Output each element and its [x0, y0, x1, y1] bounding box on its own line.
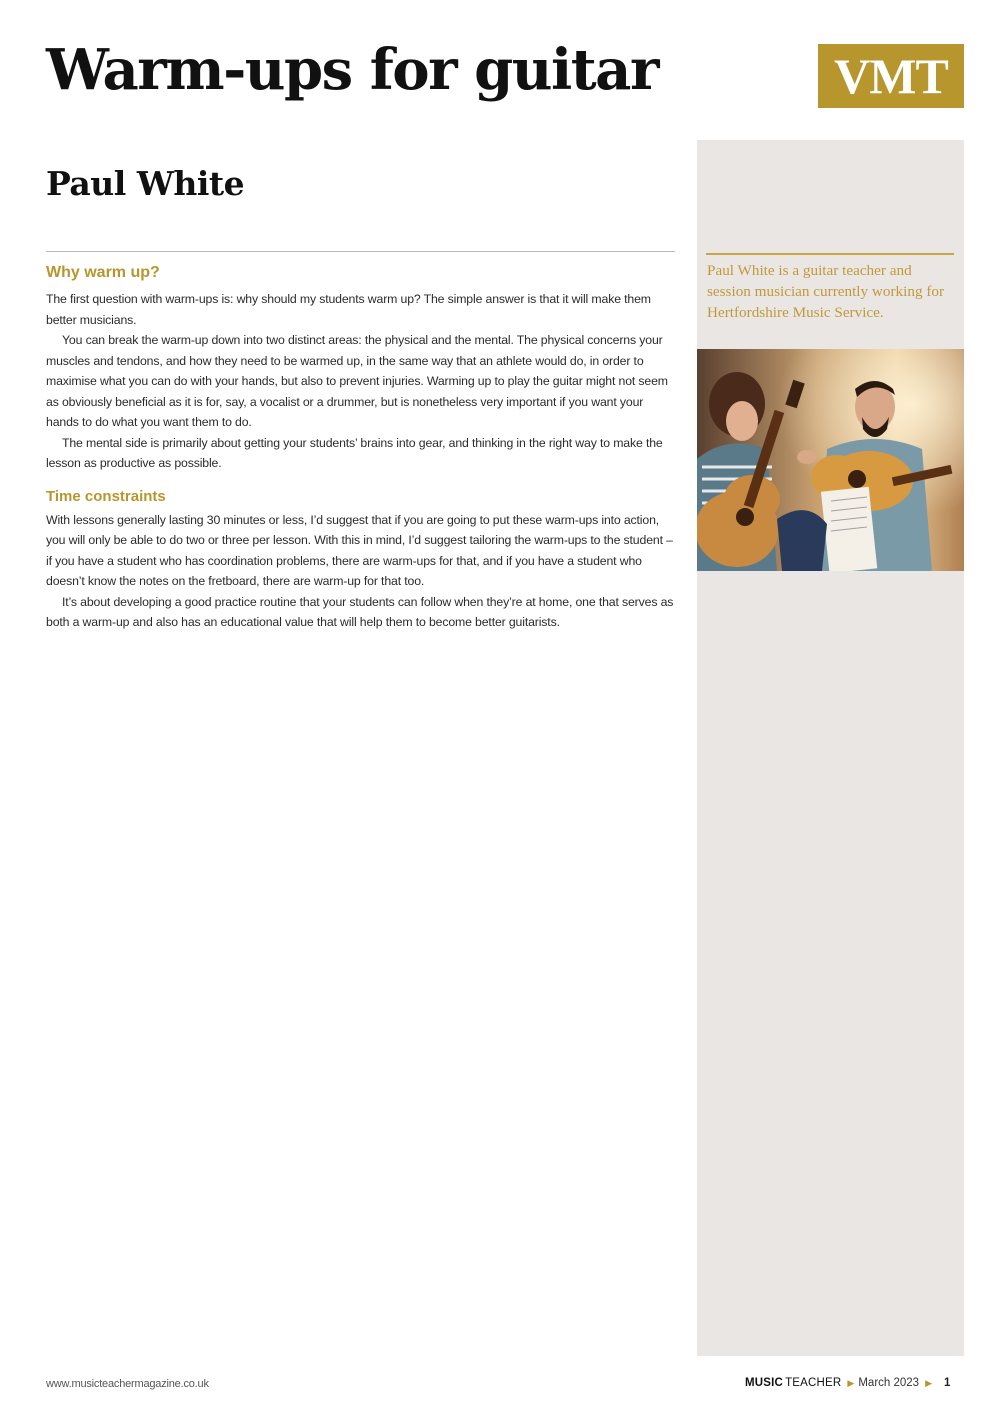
- paragraph: You can break the warm-up down into two distinct areas: the physical and the mental. The physical concerns your muscles and tendons, and how they need to be warmed up, in the same way that an athlete would do, in order to maximise what you can do with your hands, but also to prevent injuries. Warming up to play the guitar might not seem as obviously beneficial as it is for, say, a vocalist or a drummer, but is nonetheless very important if you want your hands to do what you want them to do.: [46, 333, 668, 429]
- section-heading-why-warm-up: Why warm up?: [46, 264, 160, 281]
- footer-brand-teacher: TEACHER: [785, 1377, 842, 1389]
- triangle-arrow-icon: ▶: [847, 1377, 855, 1388]
- author-bio: Paul White is a guitar teacher and session musician currently working for Hertfordshire Music Service.: [707, 262, 945, 321]
- vmt-logo: VMT: [818, 44, 964, 108]
- header-divider: [46, 251, 675, 252]
- footer-issue-date: March 2023: [858, 1377, 920, 1389]
- paragraph: It’s about developing a good practice routine that your students can follow when they’re at home, one that serves as both a warm-up and also has an educational value that will help them to become better guitarists.: [46, 594, 674, 629]
- footer-publication-info: [745, 1377, 950, 1389]
- triangle-arrow-icon: ▶: [925, 1377, 932, 1388]
- page-title: Warm-ups for guitar: [46, 37, 658, 103]
- page-number: 1: [944, 1377, 951, 1389]
- footer-website-link[interactable]: www.musicteachermagazine.co.uk: [46, 1378, 209, 1390]
- section-heading-time-constraints: Time constraints: [46, 487, 166, 505]
- footer-brand-music: MUSIC: [745, 1377, 784, 1389]
- paragraph: With lessons generally lasting 30 minutes or less, I’d suggest that if you are going to put these warm-ups into action, you will only be able to do two or three per lesson. With this in mind, I’d suggest tailoring the warm-ups to the student – if you have a student who has coordination problems, there are warm-ups for that, and if you have a student who doesn’t know the notes on the fretboard, there are warm-up for that too.: [46, 512, 673, 588]
- article-body: [46, 262, 675, 633]
- bio-divider: [706, 253, 954, 255]
- paragraph: The mental side is primarily about getting your students’ brains into gear, and thinking in the right way to make the lesson as productive as possible.: [46, 435, 663, 470]
- paragraph: The first question with warm-ups is: why should my students warm up? The simple answer is that it will make them better musicians.: [46, 292, 651, 327]
- guitar-lesson-photo: [697, 349, 964, 571]
- author-name: Paul White: [46, 164, 245, 203]
